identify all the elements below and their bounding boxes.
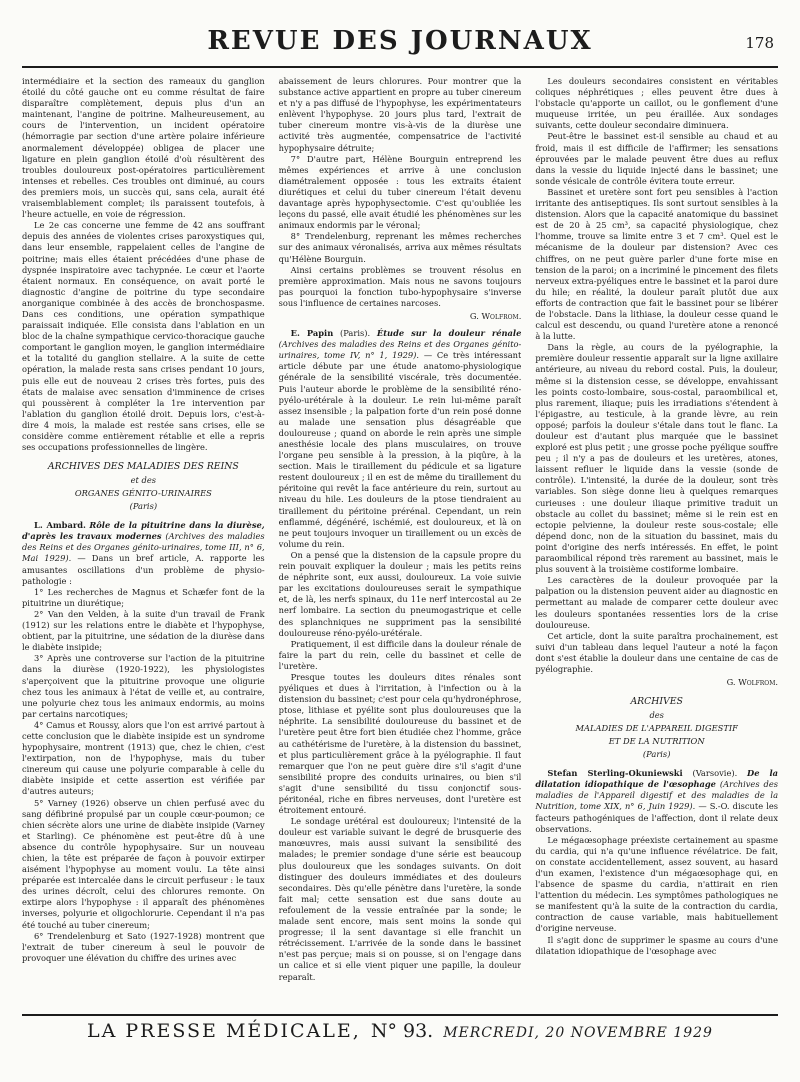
page-footer	[22, 1014, 778, 1042]
page-header	[22, 22, 778, 68]
running-title: REVUE DES JOURNAUX	[207, 26, 593, 56]
page-number: 178	[745, 34, 774, 52]
article-city: (Paris).	[339, 328, 371, 339]
paragraph: Bassinet et uretère sont fort peu sensibles à l'action irritante des antiseptiques. Ils sont surtout sensibles à la distension. Alors que la capacité anatomique du bassinet est de 20 à 25 cm³, sa capacité physiologique, chez l'homme, trouve sa limite entre 3 et 7 cm³. Quel est le mécanisme de la douleur par distension? Avec ces chiffres, on ne peut guère parler d'une forte mise en tension de la paroi; on a incriminé le pincement des filets nerveux extra-pyéliques entre le bassinet et la paroi dure du hile; en réalité, la douleur paraît plutôt due aux efforts de contraction que fait le bassinet pour se libérer de l'obstacle. Dans la lithiase, la douleur cesse quand le calcul est descendu, ou quand l'uretère atone a renoncé à la lutte.	[535, 186, 779, 342]
article-title: De la dilatation idiopathique de l'œsophage	[535, 768, 779, 790]
issue-date: MERCREDI, 20 NOVEMBRE 1929	[443, 1025, 713, 1041]
journal-name: LA PRESSE MÉDICALE,	[87, 1020, 361, 1042]
paragraph: Ainsi certains problèmes se trouvent résolus en première approximation. Mais nous ne savons toujours pas pourquoi la fonction tubo-hypophysaire s'inverse sous l'influence de certaines narcoses.	[278, 264, 522, 308]
section-city: (Paris)	[129, 501, 158, 512]
list-item: 1° Les recherches de Magnus et Schæfer font de la pituitrine un diurétique;	[22, 586, 265, 608]
article-title: Rôle de la pituitrine dans la diurèse, d'après les travaux modernes	[22, 520, 265, 542]
signature: G. Wolfrom.	[469, 310, 522, 321]
signature: G. Wolfrom.	[726, 677, 779, 688]
paragraph: Cet article, dont la suite paraîtra prochainement, est suivi d'un tableau dans lequel l'auteur a noté la façon dont s'est établie la douleur dans une centaine de cas de pyélographie.	[535, 630, 779, 674]
paragraph: Il s'agit donc de supprimer le spasme au cours d'une dilatation idiopathique de l'œsophage avec	[535, 934, 779, 956]
section-subheading: ORGANES GÉNITO-URINAIRES	[74, 488, 212, 499]
article-source: (Archives des maladies des Reins et des Organes génito-urinaires, tome III, n° 6, Mai 1929).	[22, 531, 265, 564]
paragraph: 7° D'autre part, Hélène Bourguin entreprend les mêmes expériences et arrive à une conclusion diamétralement opposée : tous les extraits étaient diurétiques et celui du tuber cinereum l'était devenu davantage après hypophysectomie. C'est qu'oubliée les leçons du passé, elle avait étudié les phénomènes sur les animaux endormis par le véronal;	[278, 153, 522, 231]
column-left	[22, 76, 265, 1006]
article-lead: — Ce très intéressant article débute par une étude anatomo-physiologique générale de la sensibilité viscérale, très documentée. Puis l'auteur aborde le problème de la sensibilité réno-pyélo-urétérale à la douleur. Le rein lui-même paraît assez insensible ; la palpation forte d'un rein posé donne au malade une sensation plus désagréable que douloureuse ; quand on aborde le rein après une simple anesthésie locale des plans musculaires, on trouve l'organe peu sensible à la pression, à la piqûre, à la section. Mais le tiraillement du pédicule et sa ligature restent douloureux ; il en est de même du tiraillement du péritoine qui revêt la face antérieure du rein, surtout au niveau du hile. Les douleurs de la ptose tiendraient au tiraillement du péritoine prérénal. Cependant, un rein enflammé, dégénéré, ischémié, est douloureux, et là on ne peut toujours invoquer un tiraillement ou un excès de volume du rein.	[278, 350, 522, 549]
article-author: L. Ambard.	[34, 520, 86, 531]
article-source: (Archives des maladies de l'Appareil digestif et des maladies de la Nutrition, tome XIX, n° 6, Juin 1929).	[535, 779, 779, 812]
column-right	[535, 76, 778, 1006]
section-subheading: ET DE LA NUTRITION	[608, 736, 705, 747]
paragraph: Les caractères de la douleur provoquée par la palpation ou la distension peuvent aider au diagnostic en permettant au malade de comparer cette douleur avec les douleurs spontanées ressenties lors de la crise douloureuse.	[535, 575, 779, 630]
paragraph: 8° Trendelenburg, reprenant les mêmes recherches sur des animaux véronalisés, arriva aux mêmes résultats qu'Hélène Bourguin.	[278, 231, 522, 264]
section-heading: ARCHIVES DES MALADIES DES REINS	[47, 461, 239, 473]
paragraph: abaissement de leurs chlorures. Pour montrer que la substance active appartient en propre au tuber cinereum et n'y a pas diffusé de l'hypophyse, les expérimentateurs enlèvent l'hypophyse. 20 jours plus tard, l'extrait de tuber cinereum montre vis-à-vis de la diurèse une activité très augmentée, compensatrice de l'activité hypophysaire détruite;	[278, 76, 522, 153]
paragraph: Presque toutes les douleurs dites rénales sont pyéliques et dues à l'irritation, à l'infection ou à la distension du bassinet; c'est pour cela qu'hydronéphrose, ptose, lithiase et pyélite sont plus douloureuses que la néphrite. La sensibilité douloureuse du bassinet et de l'uretère peut être fort bien étudiée chez l'homme, grâce au cathétérisme de l'uretère, à la distension du bassinet, et plus particulièrement grâce à la pyélographie. Il faut remarquer que l'on ne peut guère dire s'il s'agit d'une sensibilité propre des conduits urinaires, ou bien s'il s'agit d'une sensibilité du tissu conjonctif sous-péritonéal, riche en fibres nerveuses, dont l'uretère est étroitement entouré.	[278, 671, 522, 816]
section-heading: ARCHIVES	[630, 696, 683, 708]
section-heading-connector: des	[649, 710, 664, 721]
article-title: Étude sur la douleur rénale	[376, 328, 522, 339]
column-middle	[279, 76, 522, 1006]
article-city: (Varsovie).	[692, 768, 738, 779]
article-entry	[279, 328, 522, 550]
paragraph: On a pensé que la distension de la capsule propre du rein pouvait expliquer la douleur ; mais les petits reins de néphrite sont, eux aussi, douloureux. La voie suivie par les excitations douloureuses serait le sympathique et, de là, les nerfs spinaux, du 11e nerf intercostal au 2e nerf lombaire. La section du pneumogastrique et celle des splanchniques ne suppriment pas la sensibilité douloureuse réno-pyélo-urétérale.	[278, 549, 522, 638]
list-item: 4° Camus et Roussy, alors que l'on est arrivé partout à cette conclusion que le diabète insipide est un syndrome hypophysaire, montrent (1913) que, chez le chien, c'est l'extirpation, non de l'hypophyse, mais du tuber cinereum qui cause une polyurie comparable à celle du diabète insipide et cette assertion est vérifiée par d'autres auteurs;	[22, 719, 265, 797]
paragraph: intermédiaire et la section des rameaux du ganglion étoilé du côté gauche ont eu comme résultat de faire disparaître complètement, depuis plus d'un an maintenant, l'angine de poitrine. Malheureusement, au cours de l'intervention, un incident opératoire (hémorragie par section d'une artère polaire inférieure anormalement développée) obligea de placer une ligature en plein ganglion étoilé d'où résultèrent des troubles douloureux post-opératoires particulièrement intenses et rebelles. Ces troubles ont diminué, au cours des premiers mois, un succès qui, sans cela, aurait été vraisemblablement complet; ils paraissent toutefois, à l'heure actuelle, en voie de régression.	[22, 76, 265, 220]
paragraph: Les douleurs secondaires consistent en véritables coliques néphrétiques ; elles peuvent être dues à l'obstacle qu'apporte un caillot, ou le gonflement d'une muqueuse irritée, un peu éraillée. Aux sondages suivants, cette douleur secondaire diminuera.	[535, 76, 779, 131]
article-author: Stefan Sterling-Okuniewski	[547, 768, 683, 779]
list-item: 5° Varney (1926) observe un chien perfusé avec du sang défibriné propulsé par un couple cœur-poumon; ce chien sécrète alors une urine de diabète insipide (Varney et Starling). Ce phénomène est peut-être dû à une absence du contrôle hypophysaire. Sur un nouveau chien, la tête est préparée de façon à pouvoir extirper aisément l'hypophyse au moment voulu. La tête ainsi préparée est intercalée dans le circuit perfuseur : le taux des urines décroît, celui des chlorures remonte. On extirpe alors l'hypophyse : il apparaît des phénomènes inverses, polyurie et oligochlorurie. Cependant il n'a pas été touché au tuber cinereum;	[22, 797, 265, 930]
issue-number: N° 93.	[370, 1020, 434, 1042]
list-item: 6° Trendelenburg et Sato (1927-1928) montrent que l'extrait de tuber cinereum à seul le pouvoir de provoquer une élévation du chiffre des urines avec	[22, 930, 265, 963]
article-entry	[22, 520, 265, 587]
article-source: (Archives des maladies des Reins et des Organes génito-urinaires, tome IV, n° 1, 1929).	[278, 339, 522, 361]
section-city: (Paris)	[642, 749, 671, 760]
section-subheading: MALADIES DE L'APPAREIL DIGESTIF	[575, 723, 738, 734]
section-heading-connector: et des	[130, 475, 157, 486]
article-entry	[535, 768, 778, 835]
paragraph: Pratiquement, il est difficile dans la douleur rénale de faire la part du rein, celle du bassinet et celle de l'uretère.	[278, 638, 522, 671]
paragraph: Le mégaœsophage préexiste certainement au spasme du cardia, qui n'a qu'une influence révélatrice. De fait, on constate accidentellement, assez souvent, au hasard d'un examen, l'existence d'un mégaœsophage qui, en l'absence de spasme du cardia, n'attirait en rien l'attention du médecin. Les symptômes pathologiques ne se manifestent qu'à la suite de la contraction du cardia, contraction de cause variable, mais habituellement d'origine nerveuse.	[535, 834, 779, 934]
text-columns	[22, 76, 778, 1006]
paragraph: Peut-être le bassinet est-il sensible au chaud et au froid, mais il est difficile de l'affirmer; les sensations éprouvées par le malade peuvent être dues au reflux dans la vessie du liquide injecté dans le bassinet; une sonde vésicale de contrôle évitera toute erreur.	[535, 131, 779, 186]
article-author: E. Papin	[290, 328, 334, 339]
article-lead: — S.-O. discute les facteurs pathogéniques de l'affection, dont il relate deux observations.	[535, 801, 779, 834]
paragraph: Le sondage urétéral est douloureux; l'intensité de la douleur est variable suivant le degré de brusquerie des manœuvres, mais aussi suivant la sensibilité des malades; le premier sondage d'une série est beaucoup plus douloureux que les sondages suivants. On doit distinguer des douleurs immédiates et des douleurs secondaires. Dès qu'elle pénètre dans l'uretère, la sonde fait mal; cette sensation est due sans doute au refoulement de la vessie entraînée par la sonde; le malade sent encore, mais sent moins la sonde qui progresse; il la sent davantage si elle franchit un rétrécissement. L'arrivée de la sonde dans le bassinet n'est pas perçue; mais si on pousse, si on l'engage dans un calice et si elle vient piquer une papille, la douleur reparaît.	[278, 816, 522, 982]
article-lead: — Dans un bref article, A. rapporte les amusantes oscillations d'un problème de physio-pathologie :	[22, 553, 265, 586]
list-item: 2° Van den Velden, à la suite d'un travail de Frank (1912) sur les relations entre le diabète et l'hypophyse, obtient, par la pituitrine, une sédation de la diurèse dans le diabète insipide;	[22, 608, 265, 653]
paragraph: Dans la règle, au cours de la pyélographie, la première douleur ressentie apparaît sur la ligne axillaire antérieure, au niveau du rebord costal. Puis, la douleur, même si la distension cesse, se développe, envahissant les points costo-lombaire, sous-costal, paraombilical et, plus rarement, iliaque; puis les irradiations s'étendent à l'épigastre, au testicule, à la grande lèvre, au rein opposé; parfois la douleur s'étale dans tout le flanc. La douleur est d'autant plus marquée que le bassinet exploré est plus petit ; une grosse poche pyélique souffre peu ; il n'y a pas de douleurs et les uretères, atones, laissent refluer le liquide dans la vessie (sonde de contrôle). L'intensité, la durée de la douleur, sont très variables. Son siège donne lieu à quelques remarques curieuses : une douleur iliaque primitive traduit un obstacle au collet du bassinet; même si le rein est en ectopie pelvienne, la douleur reste sous-costale; elle dépend donc, non de la situation du bassinet, mais du point d'origine des nerfs intéressés. En effet, le point paraombilical répond très rarement au bassinet, mais le plus souvent à la troisième costiforme lombaire.	[535, 342, 779, 575]
paragraph: Le 2e cas concerne une femme de 42 ans souffrant depuis des années de violentes crises paroxystiques qui, dans leur ensemble, rappelaient celles de l'angine de poitrine; mais elles étaient précédées d'une phase de dyspnée inspiratoire avec tachypnée. Le cœur et l'aorte étaient normaux. En conséquence, on avait porté le diagnostic d'angine de poitrine du type secondaire anorganique combinée à des accès de bronchospasme. Dans ces conditions, une opération sympathique paraissait indiquée. Elle consista dans l'ablation en un bloc de la chaîne sympathique cervico-thoracique gauche comportant le ganglion moyen, le ganglion intermédiaire et la totalité du ganglion stellaire. A la suite de cette opération, la malade resta sans crises pendant 10 jours, puis elle eut de nouveau 2 crises très fortes, puis des états de malaise avec sensation d'imminence de crises qui poussèrent à compléter la 1re intervention par l'ablation du ganglion étoilé droit. Depuis lors, c'est-à-dire 4 mois, la malade est restée sans crises, elle se considère comme entièrement rétablie et elle a repris ses occupations professionnelles de lingère.	[22, 220, 265, 453]
list-item: 3° Après une controverse sur l'action de la pituitrine dans la diurèse (1920-1922), les physiologistes s'aperçoivent que la pituitrine provoque une oligurie chez tous les animaux à l'état de veille et, au contraire, une polyurie chez tous les animaux endormis, au moins par certains narcotiques;	[22, 653, 265, 719]
